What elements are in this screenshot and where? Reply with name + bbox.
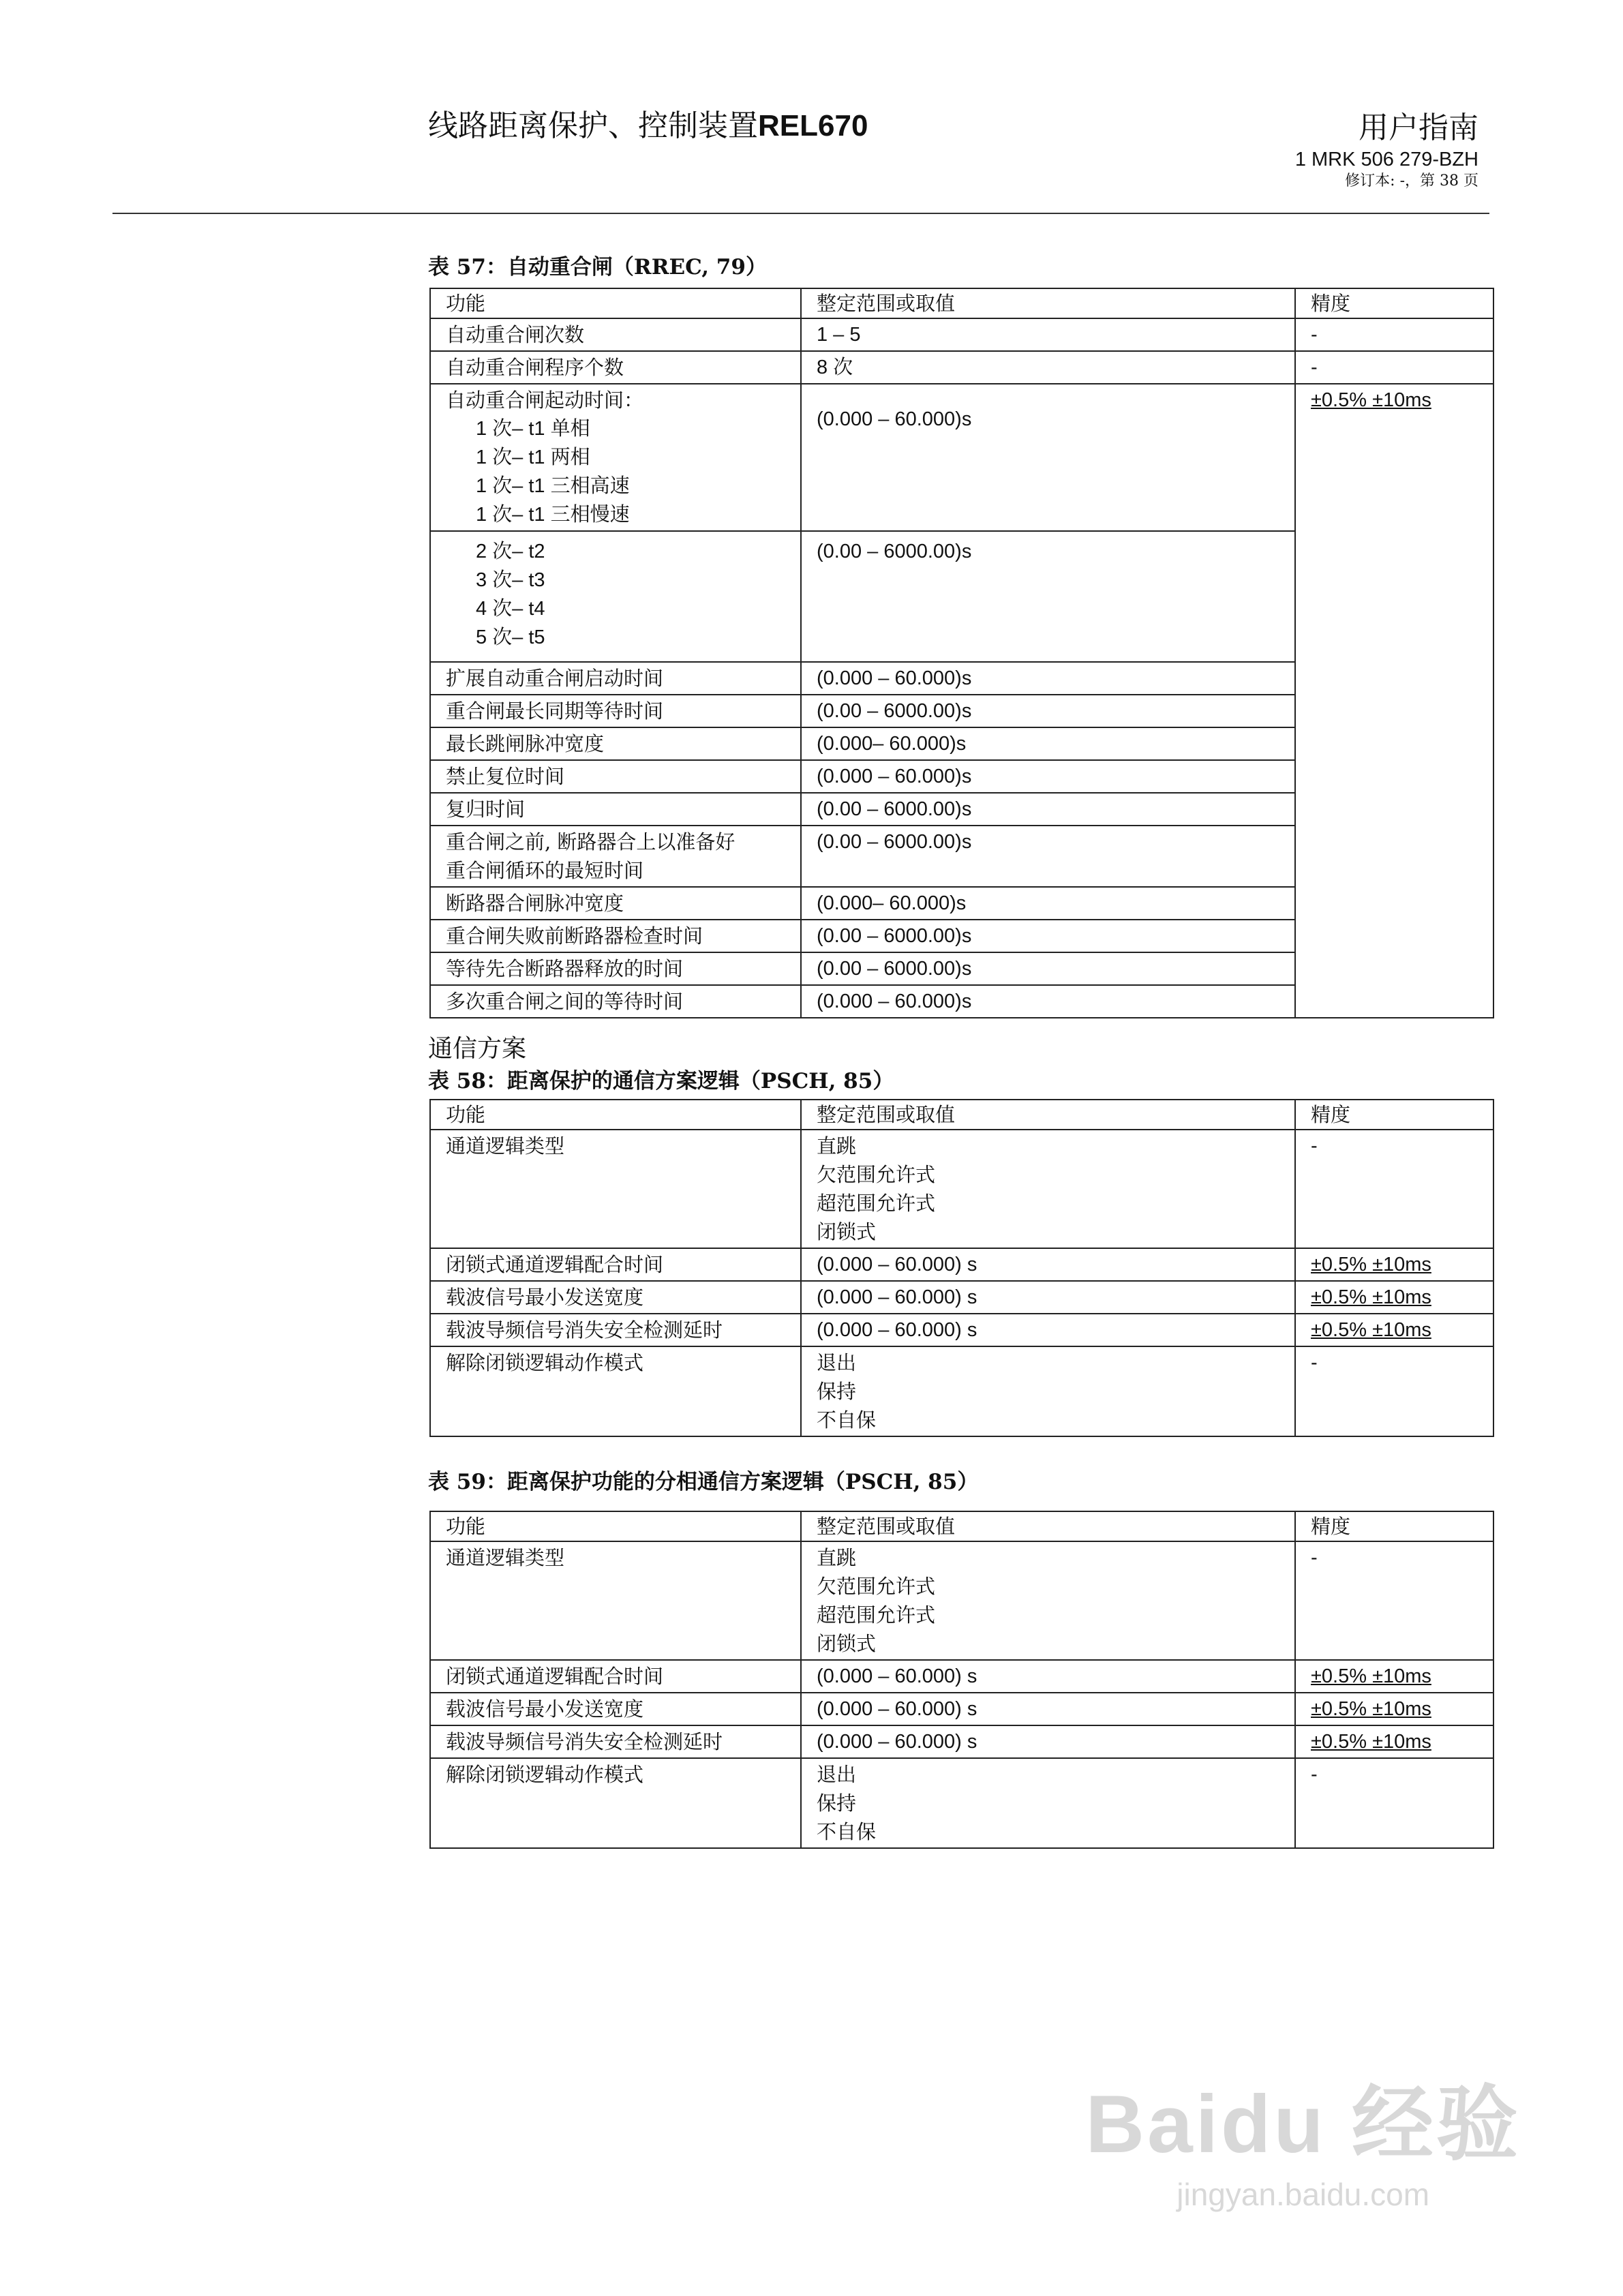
function-sub: 1 次– t1 单相 bbox=[476, 418, 590, 440]
accuracy-value: ±0.5% ±10ms bbox=[1311, 1731, 1431, 1753]
cell-function bbox=[430, 531, 801, 662]
cell-range: (0.000 – 60.000) s bbox=[801, 1314, 1295, 1346]
cell-range: (0.00 – 6000.00)s bbox=[801, 695, 1295, 727]
accuracy-value: ±0.5% ±10ms bbox=[1311, 1319, 1431, 1341]
watermark-logo: Baidu 经验 bbox=[1085, 2079, 1521, 2170]
function-sub: 1 次– t1 两相 bbox=[476, 447, 590, 468]
cell-function: 自动重合闸程序个数 bbox=[430, 351, 801, 384]
cell-accuracy bbox=[1295, 1693, 1493, 1725]
option-item: 欠范围允许式 bbox=[817, 1163, 936, 1186]
option-item: 欠范围允许式 bbox=[817, 1575, 936, 1598]
table-row bbox=[430, 1725, 1493, 1758]
header-function: 功能 bbox=[430, 1511, 801, 1541]
option-item: 闭锁式 bbox=[817, 1220, 877, 1243]
cell-function: 载波导频信号消失安全检测延时 bbox=[430, 1314, 801, 1346]
function-sub: 1 次– t1 三相慢速 bbox=[476, 504, 630, 526]
table-row bbox=[430, 1541, 1493, 1660]
header-range: 整定范围或取值 bbox=[801, 1100, 1295, 1130]
cell-function: 最长跳闸脉冲宽度 bbox=[430, 727, 801, 760]
cell-accuracy: - bbox=[1295, 1130, 1493, 1248]
cell-accuracy: - bbox=[1295, 1541, 1493, 1660]
option-item: 超范围允许式 bbox=[817, 1603, 936, 1627]
option-item: 超范围允许式 bbox=[817, 1192, 936, 1215]
table-row bbox=[430, 1346, 1493, 1436]
option-item: 不自保 bbox=[817, 1408, 877, 1432]
table58 bbox=[429, 1099, 1494, 1437]
cell-accuracy: - bbox=[1295, 318, 1493, 351]
header-divider bbox=[112, 213, 1489, 214]
table59 bbox=[429, 1511, 1494, 1849]
revision-page: 修订本: -，第 38 页 bbox=[1345, 172, 1478, 190]
cell-function: 通道逻辑类型 bbox=[430, 1130, 801, 1248]
cell-range: (0.000 – 60.000)s bbox=[801, 384, 1295, 531]
cell-range: (0.000 – 60.000) s bbox=[801, 1725, 1295, 1758]
function-sub: 3 次– t3 bbox=[476, 569, 545, 591]
cell-function: 扩展自动重合闸启动时间 bbox=[430, 662, 801, 695]
table-row bbox=[430, 1314, 1493, 1346]
cell-range: (0.000– 60.000)s bbox=[801, 887, 1295, 920]
cell-accuracy bbox=[1295, 1281, 1493, 1314]
cell-function: 禁止复位时间 bbox=[430, 760, 801, 793]
option-item: 保持 bbox=[817, 1380, 857, 1403]
function-sub: 4 次– t4 bbox=[476, 598, 545, 620]
function-line: 重合闸循环的最短时间 bbox=[446, 859, 644, 882]
cell-accuracy bbox=[1295, 1314, 1493, 1346]
cell-range: (0.000 – 60.000) s bbox=[801, 1248, 1295, 1281]
option-item: 退出 bbox=[817, 1763, 857, 1786]
table-row bbox=[430, 384, 1493, 531]
cell-function: 闭锁式通道逻辑配合时间 bbox=[430, 1248, 801, 1281]
cell-accuracy: - bbox=[1295, 1758, 1493, 1848]
table-row bbox=[430, 1693, 1493, 1725]
cell-range: (0.000 – 60.000) s bbox=[801, 1660, 1295, 1693]
function-title: 自动重合闸起动时间： bbox=[446, 389, 644, 412]
cell-function: 复归时间 bbox=[430, 793, 801, 826]
header-accuracy: 精度 bbox=[1295, 1100, 1493, 1130]
table-header-row bbox=[430, 1511, 1493, 1541]
cell-function: 重合闸失败前断路器检查时间 bbox=[430, 920, 801, 952]
option-item: 直跳 bbox=[817, 1546, 857, 1569]
cell-range: (0.00 – 6000.00)s bbox=[801, 531, 1295, 662]
table58-caption: 表 58：距离保护的通信方案逻辑（PSCH, 85） bbox=[428, 1069, 894, 1093]
accuracy-value: ±0.5% ±10ms bbox=[1311, 1665, 1431, 1687]
header-range: 整定范围或取值 bbox=[801, 288, 1295, 318]
cell-range: (0.00 – 6000.00)s bbox=[801, 793, 1295, 826]
table57-caption: 表 57：自动重合闸（RREC, 79） bbox=[428, 255, 767, 280]
table-row bbox=[430, 1660, 1493, 1693]
cell-range: 8 次 bbox=[801, 351, 1295, 384]
table57 bbox=[429, 288, 1494, 1018]
cell-range bbox=[801, 1758, 1295, 1848]
header-range: 整定范围或取值 bbox=[801, 1511, 1295, 1541]
cell-range: (0.00 – 6000.00)s bbox=[801, 952, 1295, 985]
option-item: 退出 bbox=[817, 1351, 857, 1374]
cell-range: (0.000– 60.000)s bbox=[801, 727, 1295, 760]
cell-function: 自动重合闸次数 bbox=[430, 318, 801, 351]
table59-caption: 表 59：距离保护功能的分相通信方案逻辑（PSCH, 85） bbox=[428, 1470, 979, 1494]
document-number: 1 MRK 506 279-BZH bbox=[1294, 149, 1478, 170]
cell-function: 断路器合闸脉冲宽度 bbox=[430, 887, 801, 920]
accuracy-value: ±0.5% ±10ms bbox=[1311, 1254, 1431, 1275]
cell-function: 载波信号最小发送宽度 bbox=[430, 1281, 801, 1314]
function-sub: 5 次– t5 bbox=[476, 626, 545, 648]
guide-label: 用户指南 bbox=[1359, 110, 1478, 145]
cell-function: 载波导频信号消失安全检测延时 bbox=[430, 1725, 801, 1758]
cell-function: 载波信号最小发送宽度 bbox=[430, 1693, 801, 1725]
watermark-url: jingyan.baidu.com bbox=[1177, 2177, 1430, 2212]
title-model: REL670 bbox=[758, 109, 868, 142]
table-row bbox=[430, 1248, 1493, 1281]
cell-range bbox=[801, 1541, 1295, 1660]
cell-range: (0.00 – 6000.00)s bbox=[801, 826, 1295, 887]
cell-range: (0.000 – 60.000) s bbox=[801, 1281, 1295, 1314]
header-function: 功能 bbox=[430, 288, 801, 318]
table-row bbox=[430, 1130, 1493, 1248]
header-meta bbox=[1295, 109, 1478, 191]
cell-range bbox=[801, 1130, 1295, 1248]
option-item: 保持 bbox=[817, 1792, 857, 1815]
cell-range: (0.000 – 60.000) s bbox=[801, 1693, 1295, 1725]
cell-function: 多次重合闸之间的等待时间 bbox=[430, 985, 801, 1018]
cell-accuracy bbox=[1295, 384, 1493, 1018]
section-title: 通信方案 bbox=[428, 1035, 527, 1063]
cell-accuracy bbox=[1295, 1660, 1493, 1693]
watermark bbox=[1085, 2059, 1521, 2213]
table-row bbox=[430, 351, 1493, 384]
accuracy-value: ±0.5% ±10ms bbox=[1311, 389, 1431, 411]
document-title bbox=[428, 101, 868, 145]
cell-range: 1 – 5 bbox=[801, 318, 1295, 351]
cell-accuracy: - bbox=[1295, 351, 1493, 384]
function-sub: 2 次– t2 bbox=[476, 541, 545, 562]
title-cn: 线路距离保护、控制装置 bbox=[428, 108, 758, 143]
cell-accuracy: - bbox=[1295, 1346, 1493, 1436]
table-row bbox=[430, 1281, 1493, 1314]
cell-range: (0.000 – 60.000)s bbox=[801, 662, 1295, 695]
header-accuracy: 精度 bbox=[1295, 288, 1493, 318]
cell-accuracy bbox=[1295, 1725, 1493, 1758]
table-row bbox=[430, 318, 1493, 351]
option-item: 直跳 bbox=[817, 1134, 857, 1158]
cell-function: 重合闸最长同期等待时间 bbox=[430, 695, 801, 727]
table-header-row bbox=[430, 288, 1493, 318]
cell-function: 闭锁式通道逻辑配合时间 bbox=[430, 1660, 801, 1693]
cell-function bbox=[430, 826, 801, 887]
cell-range bbox=[801, 1346, 1295, 1436]
accuracy-value: ±0.5% ±10ms bbox=[1311, 1286, 1431, 1308]
option-item: 不自保 bbox=[817, 1820, 877, 1843]
table-header-row bbox=[430, 1100, 1493, 1130]
cell-function bbox=[430, 384, 801, 531]
cell-function: 通道逻辑类型 bbox=[430, 1541, 801, 1660]
header-function: 功能 bbox=[430, 1100, 801, 1130]
cell-function: 解除闭锁逻辑动作模式 bbox=[430, 1346, 801, 1436]
cell-range: (0.000 – 60.000)s bbox=[801, 760, 1295, 793]
table-row bbox=[430, 1758, 1493, 1848]
function-sub: 1 次– t1 三相高速 bbox=[476, 475, 630, 497]
cell-function: 等待先合断路器释放的时间 bbox=[430, 952, 801, 985]
accuracy-value: ±0.5% ±10ms bbox=[1311, 1698, 1431, 1720]
option-item: 闭锁式 bbox=[817, 1632, 877, 1655]
cell-range: (0.00 – 6000.00)s bbox=[801, 920, 1295, 952]
cell-accuracy bbox=[1295, 1248, 1493, 1281]
cell-function: 解除闭锁逻辑动作模式 bbox=[430, 1758, 801, 1848]
function-line: 重合闸之前, 断路器合上以准备好 bbox=[446, 830, 735, 854]
cell-range: (0.000 – 60.000)s bbox=[801, 985, 1295, 1018]
header-accuracy: 精度 bbox=[1295, 1511, 1493, 1541]
